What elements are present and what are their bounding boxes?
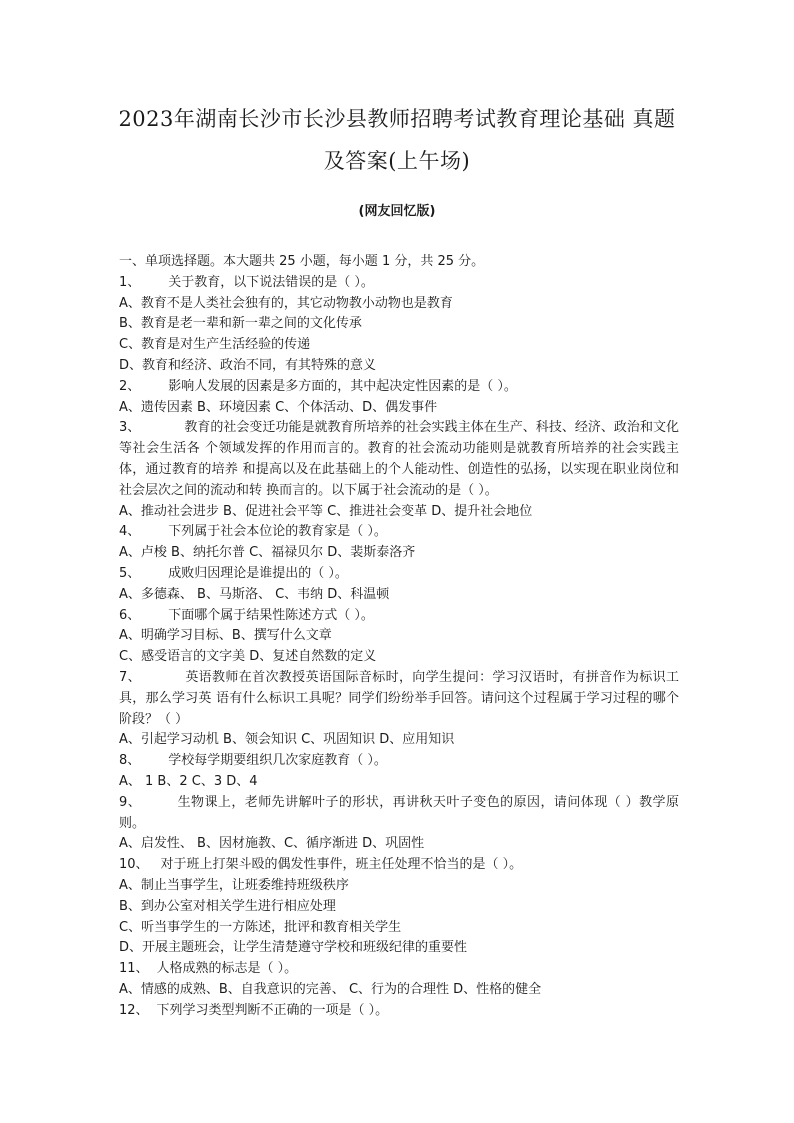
question-option: C、教育是对生产生活经验的传递 [119,337,311,353]
question-stem: 生物课上，老师先讲解叶子的形状，再讲秋天叶子变色的原因，请问体现（ ）教学原则。 [119,794,679,831]
question-option: A、启发性、 B、因材施教、C、循序渐进 D、巩固性 [119,836,425,852]
question-5 [119,564,679,585]
question-option: B、到办公室对相关学生进行相应处理 [119,898,336,914]
question-10 [119,855,679,876]
document-title-line-1: 2023年湖南长沙市长沙县教师招聘考试教育理论基础 真题 [118,107,676,131]
question-number: 1、 [119,274,141,290]
question-option: A、多德森、 B、马斯洛、 C、韦纳 D、科温顿 [119,586,390,602]
question-option: A、制止当事学生，让班委维持班级秩序 [119,877,349,893]
question-stem: 教育的社会变迁功能是就教育所培养的社会实践主体在生产、科技、经济、政治和文化等社会生活各 个领域发挥的作用而言的。教育的社会流动功能则是就教育所培养的社会实践主体，通过教育的培养 和提高以及在此基础上的个人能动性、创造性的弘扬，以实现在职业岗位和社会层次之间的流动和转 换而言的。以下属于社会流动的是（ ）。 [119,420,679,498]
section-header: 一、单项选择题。本大题共 25 小题，每小题 1 分，共 25 分。 [119,254,485,269]
question-option: A、卢梭 B、纳托尔普 C、福禄贝尔 D、裴斯泰洛齐 [119,545,416,561]
question-option: A、推动社会进步 B、促进社会平等 C、推进社会变革 D、提升社会地位 [119,503,533,519]
question-stem: 人格成熟的标志是（ ）。 [156,961,298,977]
question-option: D、开展主题班会，让学生清楚遵守学校和班级纪律的重要性 [119,940,468,956]
question-number: 10、 [119,857,149,873]
question-option: C、感受语言的文字美 D、复述自然数的定义 [119,649,377,665]
question-11 [119,959,679,980]
question-8 [119,751,679,772]
question-option: A、教育不是人类社会独有的，其它动物教小动物也是教育 [119,295,453,311]
question-stem: 下列学习类型判断不正确的一项是（ ）。 [156,1002,389,1018]
question-stem: 下列属于社会本位论的教育家是（ ）。 [168,524,387,540]
question-stem: 下面哪个属于结果性陈述方式（ ）。 [168,607,374,623]
question-option: A、 1 B、2 C、3 D、4 [119,773,258,789]
question-7 [119,668,679,730]
question-number: 12、 [119,1002,149,1018]
question-option: C、听当事学生的一方陈述，批评和教育相关学生 [119,919,402,935]
question-number: 3、 [119,420,141,436]
question-stem: 学校每学期要组织几次家庭教育（ ）。 [168,753,387,769]
document-subtitle: (网友回忆版) [358,204,436,219]
question-option: A、引起学习动机 B、领会知识 C、巩固知识 D、应用知识 [119,732,455,748]
question-option: A、情感的成熟、B、自我意识的完善、 C、行为的合理性 D、性格的健全 [119,981,542,997]
question-stem: 关于教育，以下说法错误的是（ ）。 [168,274,374,290]
question-number: 8、 [119,753,141,769]
document-body [119,252,679,1021]
question-6 [119,606,679,627]
question-1 [119,273,679,294]
question-stem: 英语教师在首次教授英语国际音标时，向学生提问：学习汉语时，有拼音作为标识工具，那么学习英 语有什么标识工具呢？同学们纷纷举手回答。请问这个过程属于学习过程的哪个阶段？（ ） [119,669,679,727]
question-stem: 对于班上打架斗殴的偶发性事件，班主任处理不恰当的是（ ）。 [160,857,523,873]
document-title-line-2: 及答案(上午场) [323,149,471,173]
question-number: 5、 [119,565,141,581]
question-number: 6、 [119,607,141,623]
question-number: 2、 [119,378,141,394]
question-stem: 影响人发展的因素是多方面的，其中起决定性因素的是（ ）。 [168,378,517,394]
question-4 [119,522,679,543]
question-number: 4、 [119,524,141,540]
question-9 [119,793,679,835]
question-option: A、明确学习目标、B、撰写什么文章 [119,628,332,644]
question-option: B、教育是老一辈和新一辈之间的文化传承 [119,316,362,332]
question-stem: 成败归因理论是谁提出的（ ）。 [168,565,348,581]
question-option: D、教育和经济、政治不同，有其特殊的意义 [119,357,377,373]
question-option: A、遗传因素 B、环境因素 C、个体活动、D、偶发事件 [119,399,438,415]
question-2 [119,377,679,398]
question-number: 9、 [119,794,142,810]
question-number: 11、 [119,961,149,977]
question-number: 7、 [119,669,141,685]
question-12 [119,1001,679,1022]
question-3 [119,418,679,501]
